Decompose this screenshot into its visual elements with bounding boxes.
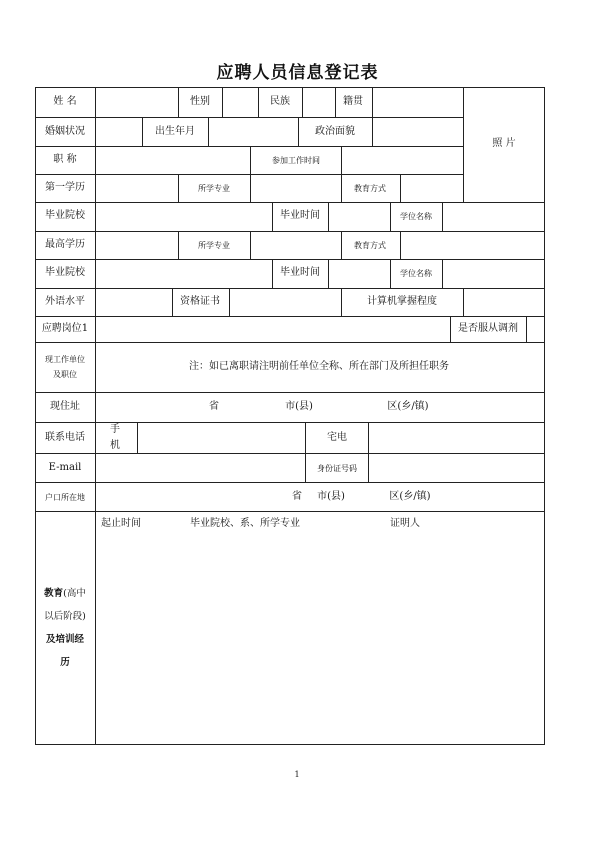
certificate-label: 资格证书 [180,296,220,307]
language-level-label: 外语水平 [45,296,85,307]
political-status-label: 政治面貌 [315,126,355,137]
col-line [400,174,401,202]
col-line [463,87,464,202]
col-line [298,117,299,146]
col-line [328,202,329,231]
col-line [229,288,230,316]
mobile-label-2: 机 [110,440,120,451]
work-start-label: 参加工作时间 [272,156,320,165]
col-line [390,259,391,288]
col-line [390,202,391,231]
current-unit-label: 现工作单位 [45,355,85,364]
row-line [35,202,545,203]
col-line [172,288,173,316]
col-line [137,422,138,453]
col-line [335,87,336,117]
education-history-label [36,582,94,674]
col-line [442,202,443,231]
major-label: 所学专业 [198,241,230,250]
district-suffix: 区(乡/镇) [387,401,429,412]
education-mode-label: 教育方式 [354,184,386,193]
col-line [178,231,179,259]
current-unit-note: 注：如已离职请注明前任单位全称、所在部门及所担任职务 [189,361,449,372]
row-line [35,174,463,175]
col-line [95,87,96,745]
col-line [222,87,223,117]
degree-label: 学位名称 [400,212,432,221]
city-suffix: 市(县) [285,401,313,412]
province-suffix: 省 [209,401,219,412]
col-line [341,288,342,316]
name-label: 姓 名 [53,96,77,107]
col-line [250,174,251,202]
ethnicity-label: 民族 [270,96,290,107]
period-column-header: 起止时间 [101,518,141,529]
native-place-label: 籍贯 [343,96,363,107]
col-line [526,316,527,342]
row-line [35,511,545,512]
education-label-rest: (高中 [63,588,86,599]
col-line [142,117,143,146]
col-line [341,146,342,174]
graduation-time-label: 毕业时间 [280,267,320,278]
graduation-time-label: 毕业时间 [280,210,320,221]
col-line [305,422,306,453]
witness-column-header: 证明人 [390,518,420,529]
job-title-label: 职 称 [53,154,77,165]
district-suffix: 区(乡/镇) [389,491,431,502]
col-line [442,259,443,288]
col-line [302,87,303,117]
computer-skill-label: 计算机掌握程度 [367,296,437,307]
col-line [368,422,369,453]
education-label-line2: 以后阶段) [44,611,86,622]
col-line [305,453,306,482]
photo-label: 照 片 [492,138,516,149]
col-line [250,231,251,259]
col-line [178,87,179,117]
col-line [272,202,273,231]
current-position-label: 及职位 [53,370,77,379]
hukou-label: 户口所在地 [45,493,85,502]
col-line [258,87,259,117]
row-line [35,453,545,454]
row-line [35,392,545,393]
row-line [35,231,545,232]
position-applied-label: 应聘岗位1 [41,323,89,334]
education-label-line3: 及培训经 [45,634,84,645]
col-line [208,117,209,146]
col-line [178,174,179,202]
school-label: 毕业院校 [45,210,85,221]
home-phone-label: 宅电 [327,432,347,443]
row-line [35,259,545,260]
city-suffix: 市(县) [317,491,345,502]
col-line [341,174,342,202]
marital-status-label: 婚姻状况 [45,126,85,137]
education-mode-label: 教育方式 [354,241,386,250]
col-line [341,231,342,259]
col-line [450,316,451,342]
school-label: 毕业院校 [45,267,85,278]
registration-form-table [35,87,545,745]
col-line [328,259,329,288]
id-number-label: 身份证号码 [317,464,357,473]
col-line [272,259,273,288]
degree-label: 学位名称 [400,269,432,278]
col-line [368,453,369,482]
row-line [35,342,545,343]
accept-adjustment-label: 是否服从调剂 [458,323,518,334]
row-line [35,117,463,118]
row-line [35,482,545,483]
province-suffix: 省 [292,491,302,502]
row-line [35,422,545,423]
col-line [400,231,401,259]
major-label: 所学专业 [198,184,230,193]
school-major-column-header: 毕业院校、系、所学专业 [190,518,300,529]
row-line [35,316,545,317]
gender-label: 性别 [190,96,210,107]
col-line [250,146,251,174]
address-label: 现住址 [50,401,80,412]
col-line [463,288,464,316]
page-number: 1 [294,770,300,779]
education-label-bold: 教育 [44,588,64,599]
col-line [372,117,373,146]
education-label-line4: 历 [60,657,70,668]
form-title: 应聘人员信息登记表 [216,63,379,83]
email-label: E-mail [48,462,82,473]
row-line [35,288,545,289]
highest-education-label: 最高学历 [45,239,85,250]
contact-phone-label: 联系电话 [45,432,85,443]
birth-date-label: 出生年月 [155,126,195,137]
first-education-label: 第一学历 [45,182,85,193]
mobile-label: 手 [110,424,120,435]
col-line [372,87,373,117]
row-line [35,146,463,147]
